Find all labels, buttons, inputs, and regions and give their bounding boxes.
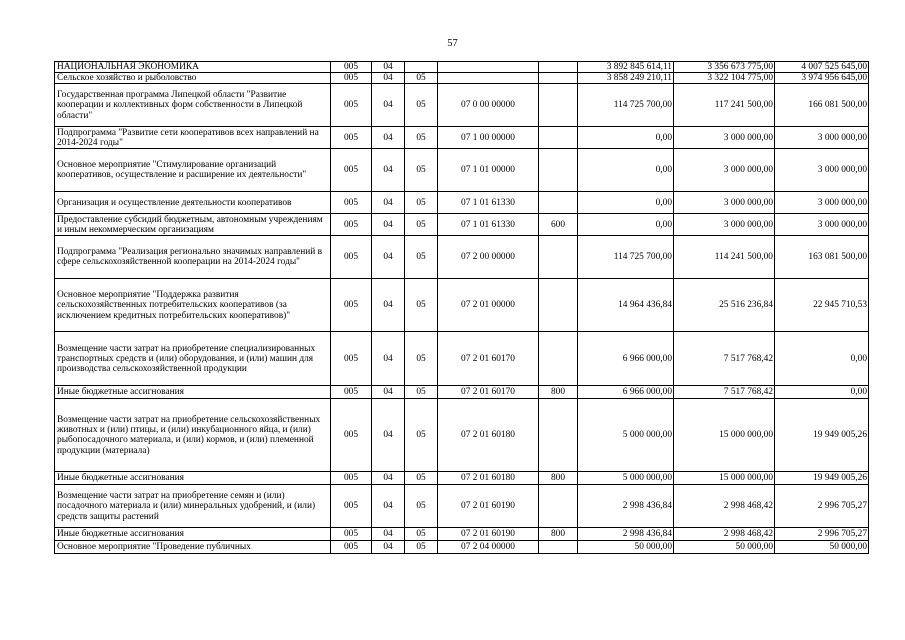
amount-year-2: 15 000 000,00 [674, 399, 775, 472]
amount-year-3: 2 996 705,27 [775, 528, 869, 541]
section-code: 04 [372, 62, 405, 73]
expense-type-code [539, 127, 578, 149]
table-row [55, 236, 869, 279]
expense-type-code [539, 236, 578, 279]
table-row [55, 541, 869, 554]
table-row [55, 127, 869, 149]
amount-year-1: 2 998 436,84 [578, 528, 674, 541]
amount-year-3: 3 000 000,00 [775, 214, 869, 236]
table-row [55, 192, 869, 214]
target-article-code: 07 2 01 00000 [438, 279, 539, 332]
subsection-code: 05 [405, 192, 438, 214]
amount-year-1: 114 725 700,00 [578, 84, 674, 127]
item-name: Подпрограмма "Реализация регионально значимых направлений в сфере сельскохозяйственной кооперации на 2014-2024 годы" [55, 236, 331, 279]
expense-type-code: 800 [539, 528, 578, 541]
table-row [55, 528, 869, 541]
amount-year-3: 163 081 500,00 [775, 236, 869, 279]
amount-year-2: 3 000 000,00 [674, 149, 775, 192]
target-article-code: 07 2 01 60170 [438, 332, 539, 386]
subsection-code: 05 [405, 386, 438, 399]
expense-type-code [539, 485, 578, 528]
expense-type-code [539, 192, 578, 214]
expense-type-code [539, 332, 578, 386]
subsection-code: 05 [405, 399, 438, 472]
amount-year-1: 50 000,00 [578, 541, 674, 554]
item-name: Возмещение части затрат на приобретение семян и (или) посадочного материала и (или) минеральных удобрений, и (или) средств защиты растений [55, 485, 331, 528]
section-code: 04 [372, 528, 405, 541]
amount-year-2: 50 000,00 [674, 541, 775, 554]
target-article-code: 07 1 01 61330 [438, 214, 539, 236]
subsection-code: 05 [405, 485, 438, 528]
subsection-code: 05 [405, 73, 438, 84]
item-name: Подпрограмма "Развитие сети кооперативов всех направлений на 2014-2024 годы" [55, 127, 331, 149]
amount-year-2: 3 322 104 775,00 [674, 73, 775, 84]
ved-code: 005 [331, 332, 372, 386]
table-row [55, 472, 869, 485]
ved-code: 005 [331, 279, 372, 332]
expense-type-code [539, 73, 578, 84]
expense-type-code [539, 149, 578, 192]
expense-type-code [539, 279, 578, 332]
amount-year-1: 6 966 000,00 [578, 386, 674, 399]
subsection-code: 05 [405, 279, 438, 332]
section-code: 04 [372, 127, 405, 149]
amount-year-2: 2 998 468,42 [674, 528, 775, 541]
amount-year-1: 3 858 249 210,11 [578, 73, 674, 84]
target-article-code: 07 0 00 00000 [438, 84, 539, 127]
ved-code: 005 [331, 84, 372, 127]
target-article-code: 07 2 01 60180 [438, 472, 539, 485]
amount-year-1: 2 998 436,84 [578, 485, 674, 528]
amount-year-2: 2 998 468,42 [674, 485, 775, 528]
ved-code: 005 [331, 62, 372, 73]
ved-code: 005 [331, 472, 372, 485]
table-row [55, 279, 869, 332]
section-code: 04 [372, 236, 405, 279]
amount-year-2: 7 517 768,42 [674, 332, 775, 386]
section-code: 04 [372, 73, 405, 84]
table-row [55, 62, 869, 73]
item-name: Сельское хозяйство и рыболовство [55, 73, 331, 84]
ved-code: 005 [331, 192, 372, 214]
target-article-code: 07 2 04 00000 [438, 541, 539, 554]
ved-code: 005 [331, 528, 372, 541]
amount-year-3: 3 974 956 645,00 [775, 73, 869, 84]
item-name: Основное мероприятие "Стимулирование организаций кооперативов, осуществление и расширение их деятельности" [55, 149, 331, 192]
table-row [55, 149, 869, 192]
item-name: Возмещение части затрат на приобретение сельскохозяйственных животных и (или) птицы, и (или) инкубационного яйца, и (или) рыбопосадочного материала, и (или) кормов, и (или) племенной продукции (материала) [55, 399, 331, 472]
amount-year-3: 19 949 005,26 [775, 472, 869, 485]
amount-year-1: 0,00 [578, 127, 674, 149]
section-code: 04 [372, 386, 405, 399]
amount-year-3: 50 000,00 [775, 541, 869, 554]
amount-year-3: 3 000 000,00 [775, 149, 869, 192]
expense-type-code: 800 [539, 472, 578, 485]
section-code: 04 [372, 399, 405, 472]
subsection-code: 05 [405, 149, 438, 192]
target-article-code: 07 1 00 00000 [438, 127, 539, 149]
subsection-code: 05 [405, 127, 438, 149]
expense-type-code [539, 84, 578, 127]
section-code: 04 [372, 192, 405, 214]
item-name: Возмещение части затрат на приобретение специализированных транспортных средств и (или) оборудования, и (или) машин для производства сельскохозяйственной продукции [55, 332, 331, 386]
table-body [55, 62, 869, 554]
section-code: 04 [372, 214, 405, 236]
ved-code: 005 [331, 236, 372, 279]
table-row [55, 332, 869, 386]
expense-type-code: 800 [539, 386, 578, 399]
amount-year-1: 0,00 [578, 192, 674, 214]
amount-year-2: 3 000 000,00 [674, 127, 775, 149]
page-number: 57 [447, 38, 458, 49]
target-article-code [438, 73, 539, 84]
target-article-code: 07 2 01 60170 [438, 386, 539, 399]
ved-code: 005 [331, 214, 372, 236]
amount-year-1: 0,00 [578, 214, 674, 236]
table-row [55, 386, 869, 399]
section-code: 04 [372, 279, 405, 332]
table-row [55, 399, 869, 472]
amount-year-1: 14 964 436,84 [578, 279, 674, 332]
ved-code: 005 [331, 399, 372, 472]
target-article-code: 07 2 00 00000 [438, 236, 539, 279]
amount-year-3: 22 945 710,53 [775, 279, 869, 332]
amount-year-3: 0,00 [775, 386, 869, 399]
amount-year-3: 3 000 000,00 [775, 127, 869, 149]
target-article-code [438, 62, 539, 73]
expense-type-code [539, 541, 578, 554]
subsection-code: 05 [405, 541, 438, 554]
amount-year-2: 3 000 000,00 [674, 192, 775, 214]
amount-year-1: 5 000 000,00 [578, 472, 674, 485]
amount-year-2: 3 356 673 775,00 [674, 62, 775, 73]
expense-type-code [539, 399, 578, 472]
section-code: 04 [372, 332, 405, 386]
amount-year-1: 3 892 845 614,11 [578, 62, 674, 73]
amount-year-3: 3 000 000,00 [775, 192, 869, 214]
target-article-code: 07 1 01 61330 [438, 192, 539, 214]
subsection-code: 05 [405, 84, 438, 127]
table-row [55, 84, 869, 127]
expense-type-code [539, 62, 578, 73]
amount-year-1: 6 966 000,00 [578, 332, 674, 386]
ved-code: 005 [331, 485, 372, 528]
item-name: Иные бюджетные ассигнования [55, 472, 331, 485]
amount-year-2: 3 000 000,00 [674, 214, 775, 236]
item-name: НАЦИОНАЛЬНАЯ ЭКОНОМИКА [55, 62, 331, 73]
subsection-code [405, 62, 438, 73]
item-name: Предоставление субсидий бюджетным, автономным учреждениям и иным некоммерческим организациям [55, 214, 331, 236]
amount-year-1: 5 000 000,00 [578, 399, 674, 472]
item-name: Иные бюджетные ассигнования [55, 528, 331, 541]
item-name: Иные бюджетные ассигнования [55, 386, 331, 399]
subsection-code: 05 [405, 332, 438, 386]
subsection-code: 05 [405, 472, 438, 485]
table-row [55, 214, 869, 236]
section-code: 04 [372, 485, 405, 528]
amount-year-2: 25 516 236,84 [674, 279, 775, 332]
ved-code: 005 [331, 73, 372, 84]
amount-year-2: 7 517 768,42 [674, 386, 775, 399]
amount-year-1: 114 725 700,00 [578, 236, 674, 279]
section-code: 04 [372, 541, 405, 554]
amount-year-3: 4 007 525 645,00 [775, 62, 869, 73]
amount-year-2: 114 241 500,00 [674, 236, 775, 279]
item-name: Государственная программа Липецкой области "Развитие кооперации и коллективных форм собственности в Липецкой области" [55, 84, 331, 127]
section-code: 04 [372, 472, 405, 485]
table-row [55, 485, 869, 528]
item-name: Основное мероприятие "Поддержка развития сельскохозяйственных потребительских кооперативов (за исключением кредитных потребительских кооперативов)" [55, 279, 331, 332]
subsection-code: 05 [405, 236, 438, 279]
amount-year-3: 166 081 500,00 [775, 84, 869, 127]
target-article-code: 07 1 01 00000 [438, 149, 539, 192]
section-code: 04 [372, 149, 405, 192]
subsection-code: 05 [405, 528, 438, 541]
target-article-code: 07 2 01 60190 [438, 528, 539, 541]
amount-year-2: 117 241 500,00 [674, 84, 775, 127]
section-code: 04 [372, 84, 405, 127]
ved-code: 005 [331, 541, 372, 554]
item-name: Организация и осуществление деятельности кооперативов [55, 192, 331, 214]
amount-year-3: 19 949 005,26 [775, 399, 869, 472]
budget-table [54, 61, 869, 554]
table-row [55, 73, 869, 84]
amount-year-3: 2 996 705,27 [775, 485, 869, 528]
amount-year-2: 15 000 000,00 [674, 472, 775, 485]
target-article-code: 07 2 01 60180 [438, 399, 539, 472]
subsection-code: 05 [405, 214, 438, 236]
ved-code: 005 [331, 127, 372, 149]
target-article-code: 07 2 01 60190 [438, 485, 539, 528]
amount-year-3: 0,00 [775, 332, 869, 386]
ved-code: 005 [331, 149, 372, 192]
ved-code: 005 [331, 386, 372, 399]
item-name: Основное мероприятие "Проведение публичных [55, 541, 331, 554]
amount-year-1: 0,00 [578, 149, 674, 192]
expense-type-code: 600 [539, 214, 578, 236]
